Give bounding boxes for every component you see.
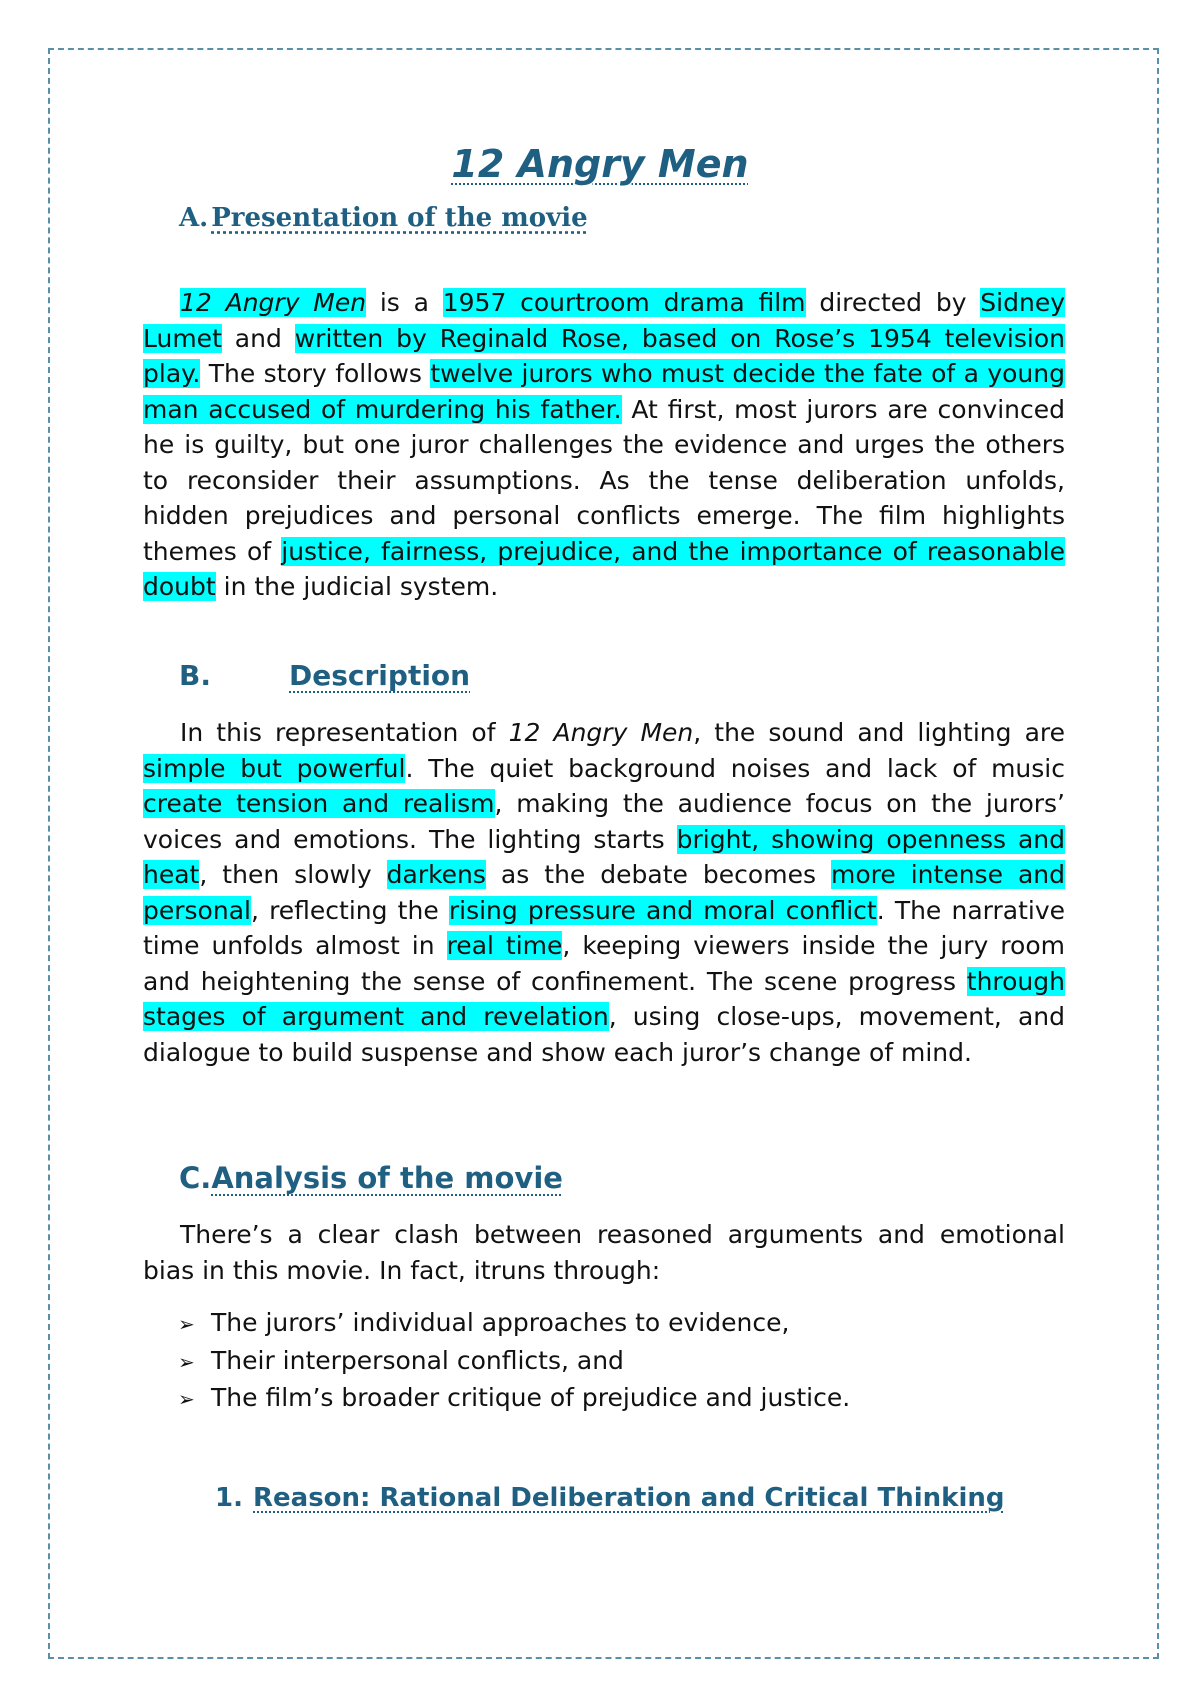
text-run: 12 Angry Men	[508, 718, 694, 747]
text-run: . The narrative time unfolds almost in	[143, 895, 1065, 960]
subsection-1-number: 1.	[215, 1483, 243, 1513]
highlighted-text: more intense and personal	[143, 860, 1065, 925]
text-run: , keeping viewers inside the jury room and heightening the sense of confinement. The scene progress	[143, 931, 1065, 996]
highlighted-text: real time	[446, 931, 563, 960]
arrowhead-bullet-icon: ➢	[178, 1312, 195, 1336]
list-item	[178, 1343, 1065, 1381]
section-c-heading	[179, 1161, 563, 1195]
list-item-text: The film’s broader critique of prejudice and justice.	[211, 1383, 851, 1412]
section-a-letter: A.	[179, 203, 209, 233]
text-run: as the debate becomes	[485, 860, 831, 889]
text-run: and	[221, 323, 295, 353]
text-run: . The quiet background noises and lack of music	[405, 753, 1065, 783]
highlighted-text: 1957 courtroom drama film	[442, 288, 806, 317]
highlighted-text: create tension and realism	[143, 789, 495, 818]
text-run: , making the audience focus on the jurors’ voices and emotions. The lighting starts	[143, 789, 1065, 854]
highlighted-text: 12 Angry Men	[180, 288, 367, 317]
text-run: In this representation of	[180, 718, 509, 747]
document-title: 12 Angry Men	[451, 142, 749, 186]
section-b-heading	[179, 659, 471, 692]
list-item-text: Their interpersonal conflicts, and	[211, 1345, 624, 1375]
highlighted-text: justice, fairness, prejudice, and the importance of reasonable doubt	[143, 536, 1066, 601]
text-run: At first, most jurors are convinced he is guilty, but one juror challenges the evidence and urges the others to reconsider their assumptions. As the tense deliberation unfolds, hidden prejudices and personal conflicts emerge. The film highlights themes of	[143, 394, 1065, 566]
text-run: The story follows	[200, 359, 431, 388]
highlighted-text: through stages of argument and revelation	[143, 966, 1065, 1031]
section-a-heading	[179, 203, 588, 233]
text-run: , the sound and lighting are	[693, 718, 1066, 747]
arrowhead-bullet-icon: ➢	[178, 1349, 195, 1374]
subsection-1-title: Reason: Rational Deliberation and Critical Thinking	[253, 1483, 1005, 1513]
text-run: directed by	[805, 288, 981, 317]
text-run: is a	[366, 288, 443, 317]
list-item	[178, 1380, 1065, 1418]
highlighted-text: bright, showing openness and heat	[143, 824, 1065, 889]
section-c-bullet-list	[178, 1305, 1065, 1418]
section-a-title: Presentation of the movie	[211, 203, 588, 233]
highlighted-text: Sidney Lumet	[143, 288, 1066, 353]
highlighted-text: written by Reginald Rose, based on Rose’s 1954 television play.	[143, 323, 1065, 388]
text-run: , then slowly	[199, 860, 387, 889]
section-c-letter: C.	[179, 1161, 212, 1195]
section-b-title: Description	[289, 659, 471, 692]
text-run: , using close-ups, movement, and dialogue to build suspense and show each juror’s change of mind.	[143, 1002, 1065, 1067]
text-run: in the judicial system.	[215, 572, 499, 601]
highlighted-text: simple but powerful	[143, 753, 406, 783]
section-a-paragraph	[143, 285, 1065, 605]
highlighted-text: twelve jurors who must decide the fate of a young man accused of murdering his father.	[143, 359, 1065, 424]
highlighted-text: rising pressure and moral conflict	[448, 895, 877, 925]
subsection-1-heading	[215, 1481, 1065, 1516]
list-item	[178, 1305, 1065, 1343]
arrowhead-bullet-icon: ➢	[178, 1387, 195, 1411]
section-b-paragraph	[143, 715, 1065, 1070]
section-c-intro	[143, 1217, 1065, 1288]
text-run: , reflecting the	[250, 895, 449, 925]
highlighted-text: darkens	[386, 860, 486, 889]
section-c-title: Analysis of the movie	[211, 1161, 563, 1195]
list-item-text: The jurors’ individual approaches to evidence,	[211, 1308, 790, 1337]
section-c-intro-text: There’s a clear clash between reasoned arguments and emotional bias in this movie. In fact, itruns through:	[143, 1220, 1065, 1285]
section-b-letter: B.	[179, 659, 211, 692]
